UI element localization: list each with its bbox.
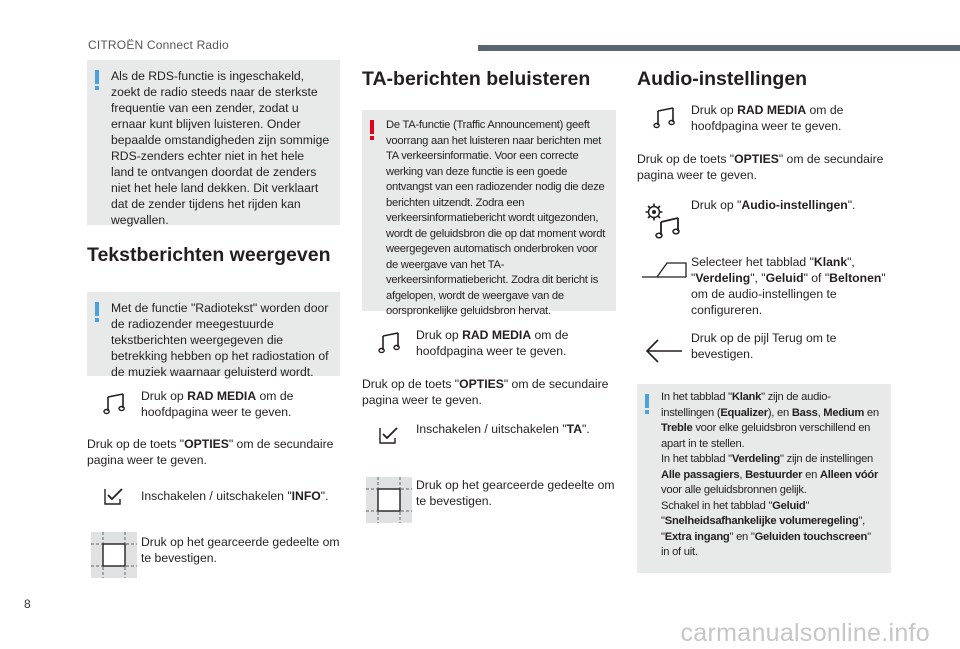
note-text: ,: [817, 406, 824, 419]
note-text: voor elke geluidsbron verschillend en apart in te stellen.: [661, 422, 871, 450]
options-key: OPTIES: [184, 437, 229, 451]
checkbox-icon: [362, 421, 416, 445]
tab-klank: Klank: [813, 255, 848, 269]
note-key: Bass: [791, 406, 818, 419]
options-instruction: [87, 436, 340, 468]
note-key: Geluiden touchscreen: [754, 530, 868, 543]
note-text: ", ": [661, 515, 866, 543]
step-text: Druk op: [416, 328, 463, 342]
audio-info-note: [637, 384, 891, 573]
tab-icon: [637, 254, 691, 278]
step-text: ".: [847, 198, 856, 212]
step-text: ".: [582, 422, 590, 436]
step-confirm: [362, 477, 616, 523]
note-key: Alleen vóór: [819, 468, 879, 481]
step-text: Selecteer het tabblad ": [691, 255, 814, 269]
radiotext-info-note: [87, 292, 340, 379]
note-text: " zijn de audio-instellingen (: [661, 391, 831, 419]
ta-note-text: De TA-functie (Traffic Announcement) geeft voorrang aan het luisteren naar berichten met TA verkeersinformatie. Voor een correcte werking van deze functie is een goede ontvangst van een radiozender nodig die deze berichten uitzendt. Zodra een verkeersinformatiebericht wordt uitgezonden, wordt de geluidsbron die op dat moment wordt weergegeven automatisch onderbroken voor de weergave van het TA-verkeersinformatiebericht. Zodra dit bericht is afgelopen, wordt de weergave van de oorspronkelijke geluidsbron hervat.: [386, 119, 606, 317]
note-key: Extra ingang: [664, 530, 730, 543]
note-key: Alle passagiers: [661, 468, 740, 481]
step-text: " om de audio-instellingen te configureren.: [691, 271, 886, 317]
options-text: " om de secundaire pagina weer te geven.: [87, 437, 334, 467]
step-select-tab: [637, 254, 891, 318]
tab-geluid: Geluid: [765, 271, 804, 285]
step-text: Druk op: [691, 103, 738, 117]
step-audio-settings: [637, 197, 891, 240]
note-text: " en ": [729, 530, 755, 543]
watermark: carmanualsonline.info: [680, 619, 930, 647]
shaded-area-icon: [87, 532, 141, 578]
step-key: RAD MEDIA: [737, 103, 807, 117]
info-icon: [95, 302, 99, 316]
step-toggle-info: [87, 482, 340, 506]
section-heading-radiotext: Tekstberichten weergeven: [87, 244, 331, 266]
step-key: INFO: [291, 489, 321, 503]
step-text: Druk op ": [691, 198, 742, 212]
options-text: " om de secundaire pagina weer te geven.: [362, 377, 609, 407]
step-key: RAD MEDIA: [462, 328, 532, 342]
info-icon: [95, 70, 99, 84]
step-text: Druk op het gearceerde gedeelte om te bevestigen.: [416, 478, 615, 508]
note-text: ), en: [767, 406, 792, 419]
options-key: OPTIES: [459, 377, 504, 391]
step-text: ", ": [691, 255, 855, 285]
column-2: [362, 60, 616, 523]
note-text: ,: [739, 468, 746, 481]
note-text: In het tabblad ": [661, 453, 732, 465]
options-instruction: [637, 151, 891, 183]
options-text: " om de secundaire pagina weer te geven.: [637, 152, 884, 182]
step-back: [637, 330, 891, 364]
note-text: en: [864, 406, 879, 419]
header-bar: [478, 45, 960, 51]
ta-warning-note: [362, 110, 616, 317]
step-rad-media: [87, 388, 340, 420]
options-key: OPTIES: [734, 152, 779, 166]
note-text: " zijn de instellingen: [780, 453, 874, 465]
rds-note-text: Als de RDS-functie is ingeschakeld, zoekt de radio steeds naar de sterkste frequentie van een zender, zodat u ernaar kunt blijven luisteren. Onder bepaalde omstandigheden zijn sommige RDS-zenders echter niet in het hele land te ontvangen doordat de zenders niet het hele land dekken. Dit verklaart dat de zender tijdens het rijden kan wegvallen.: [111, 69, 330, 227]
step-text: ", ": [750, 271, 766, 285]
back-arrow-icon: [637, 330, 691, 364]
info-icon: [645, 394, 649, 408]
note-text: In het tabblad ": [661, 391, 732, 403]
music-settings-icon: [637, 197, 691, 240]
radiotext-note-text: Met de functie "Radiotekst" worden door de radiozender meegestuurde tekstberichten weergegeven die betrekking hebben op het radiostation of de muziek waarnaar geluisterd wordt.: [111, 301, 329, 379]
tab-verdeling: Verdeling: [695, 271, 751, 285]
column-3: [637, 60, 891, 573]
step-confirm: [87, 532, 340, 578]
note-key: Medium: [823, 406, 865, 419]
note-key: Bestuurder: [745, 468, 803, 481]
music-note-icon: [87, 388, 141, 416]
note-key: Treble: [661, 422, 693, 434]
warning-icon: [370, 120, 374, 134]
options-instruction: [362, 376, 616, 408]
step-text: om de hoofdpagina weer te geven.: [416, 328, 569, 358]
section-heading-audio: Audio-instellingen: [637, 68, 808, 90]
step-text: " of ": [803, 271, 830, 285]
step-text: ".: [320, 489, 329, 503]
note-key: Klank: [731, 391, 762, 403]
note-key: Geluid: [772, 499, 806, 512]
step-rad-media: [637, 102, 891, 134]
tab-beltonen: Beltonen: [829, 271, 882, 285]
note-key: Equalizer: [720, 406, 768, 419]
music-note-icon: [362, 327, 416, 355]
section-heading-ta: TA-berichten beluisteren: [362, 68, 591, 90]
checkbox-icon: [87, 482, 141, 506]
step-text: Inschakelen / uitschakelen ": [141, 489, 292, 503]
options-text: Druk op de toets ": [362, 377, 460, 391]
options-text: Druk op de toets ": [637, 152, 735, 166]
note-text: " in of uit.: [661, 530, 871, 558]
step-text: Druk op het gearceerde gedeelte om te bevestigen.: [141, 535, 340, 565]
step-text: Druk op: [141, 389, 188, 403]
rds-info-note: [87, 60, 340, 225]
note-text: " ": [661, 499, 810, 527]
step-toggle-ta: [362, 421, 616, 445]
step-key: RAD MEDIA: [187, 389, 257, 403]
music-note-icon: [637, 102, 691, 130]
note-text: en: [802, 468, 820, 481]
note-text: voor alle geluidsbronnen gelijk.: [661, 484, 807, 496]
note-key: Snelheidsafhankelijke volumeregeling: [664, 515, 859, 527]
shaded-area-icon: [362, 477, 416, 523]
column-1: [87, 60, 340, 578]
page-number: 8: [24, 597, 31, 611]
step-text: om de hoofdpagina weer te geven.: [141, 389, 294, 419]
step-key: TA: [566, 422, 583, 436]
step-key: Audio-instellingen: [741, 198, 848, 212]
note-text: Schakel in het tabblad ": [661, 499, 773, 512]
options-text: Druk op de toets ": [87, 437, 185, 451]
step-rad-media: [362, 327, 616, 359]
step-text: Druk op de pijl Terug om te bevestigen.: [691, 331, 837, 361]
step-text: Inschakelen / uitschakelen ": [416, 422, 567, 436]
step-text: om de hoofdpagina weer te geven.: [691, 103, 844, 133]
header-title: CITROËN Connect Radio: [88, 38, 229, 52]
note-key: Verdeling: [731, 453, 781, 465]
